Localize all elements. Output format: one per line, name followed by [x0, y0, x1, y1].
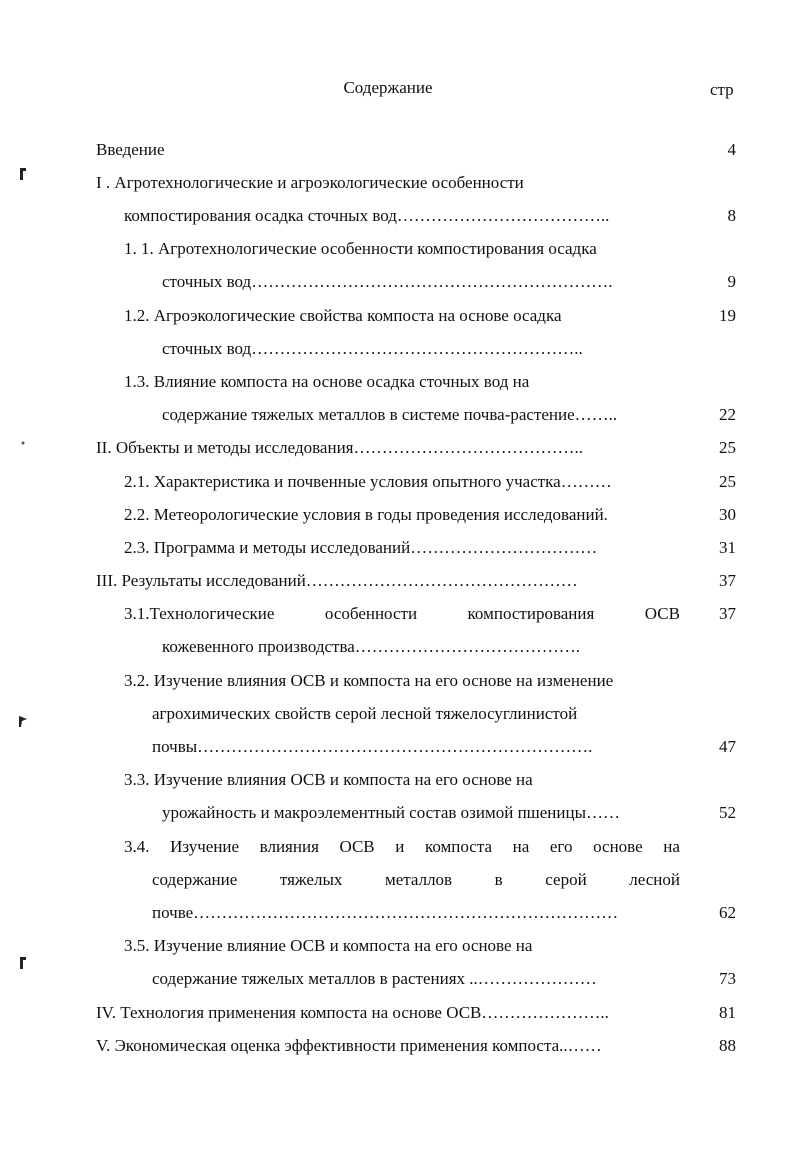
toc-word: и	[395, 837, 405, 856]
toc-word: компостирования	[467, 604, 595, 623]
toc-word: компоста	[424, 837, 493, 856]
toc-page-number: 88	[719, 1036, 736, 1055]
scan-mark	[17, 713, 29, 729]
toc-word: 3.4.	[124, 837, 150, 856]
toc-word: особенности	[324, 604, 418, 623]
toc-entry-chapter-5: V. Экономическая оценка эффективности применения компоста..……	[96, 1036, 602, 1055]
toc-entry-1-1: 1. 1. Агротехнологические особенности компостирования осадка	[124, 239, 597, 258]
toc-page-number: 37	[719, 604, 736, 623]
toc-entry-3-1-cont: кожевенного производства………………………………….	[162, 637, 581, 656]
toc-page-number: 22	[719, 405, 736, 424]
toc-entry-3-4	[124, 837, 680, 857]
toc-entry-1-1-cont: сточных вод……………………………………………………….	[162, 272, 613, 291]
toc-entry-3-2-cont: агрохимических свойств серой лесной тяжелосуглинистой	[152, 704, 578, 723]
toc-entry-3-2-cont2: почвы…………………………………………………………….	[152, 737, 593, 756]
scan-mark	[20, 440, 26, 446]
toc-page-number: 9	[727, 272, 736, 291]
toc-entry-chapter-2: II. Объекты и методы исследования…………………………………..	[96, 438, 583, 457]
toc-entry-1-3: 1.3. Влияние компоста на основе осадка сточных вод на	[124, 372, 530, 391]
toc-entry-3-3-cont: урожайность и макроэлементный состав озимой пшеницы……	[162, 803, 621, 822]
toc-word: содержание	[152, 870, 238, 889]
toc-word: металлов	[384, 870, 453, 889]
toc-entry-chapter-1: I . Агротехнологические и агроэкологические особенности	[96, 173, 524, 192]
toc-page-number: 47	[719, 737, 736, 756]
toc-entry-3-5: 3.5. Изучение влияние ОСВ и компоста на его основе на	[124, 936, 533, 955]
toc-entry-2-2: 2.2. Метеорологические условия в годы проведения исследований.	[124, 505, 608, 524]
toc-entry-3-4-cont	[152, 870, 680, 890]
toc-entry-1-2-cont: сточных вод…………………………………………………..	[162, 339, 583, 358]
toc-page-number: 25	[719, 438, 736, 457]
toc-page-number: 52	[719, 803, 736, 822]
toc-page-number: 37	[719, 571, 736, 590]
toc-word: ОСВ	[339, 837, 375, 856]
toc-entry-3-2: 3.2. Изучение влияния ОСВ и компоста на его основе на изменение	[124, 671, 614, 690]
toc-page-number: 81	[719, 1003, 736, 1022]
toc-word: на	[512, 837, 530, 856]
toc-word: влияния	[259, 837, 319, 856]
toc-entry-chapter-1-cont: компостирования осадка сточных вод………………………………..	[124, 206, 610, 225]
toc-entry-chapter-4: IV. Технология применения компоста на основе ОСВ…………………..	[96, 1003, 609, 1022]
toc-entry-3-3: 3.3. Изучение влияния ОСВ и компоста на его основе на	[124, 770, 533, 789]
scan-mark	[17, 166, 27, 182]
toc-title: Содержание	[343, 78, 433, 97]
toc-page-number: 31	[719, 538, 736, 557]
toc-page-number: 19	[719, 306, 736, 325]
scan-mark	[17, 955, 27, 971]
toc-word: Изучение	[170, 837, 240, 856]
toc-page-number: 30	[719, 505, 736, 524]
page-column-label: стр	[710, 80, 734, 99]
toc-page-number: 62	[719, 903, 736, 922]
toc-entry-intro: Введение	[96, 140, 165, 159]
toc-word: 3.1.Технологические	[124, 604, 275, 623]
toc-entry-3-4-cont2: почве…………………………………………………………………	[152, 903, 619, 922]
toc-entry-3-1	[124, 604, 680, 624]
toc-page-number: 8	[727, 206, 736, 225]
toc-entry-1-3-cont: содержание тяжелых металлов в системе почва-растение……..	[162, 405, 618, 424]
toc-page-number: 73	[719, 969, 736, 988]
toc-entry-1-2: 1.2. Агроэкологические свойства компоста на основе осадка	[124, 306, 562, 325]
toc-entry-2-1: 2.1. Характеристика и почвенные условия опытного участка………	[124, 472, 612, 491]
toc-word: лесной	[629, 870, 680, 889]
toc-word: ОСВ	[644, 604, 680, 623]
toc-word: его	[549, 837, 573, 856]
toc-page-number: 4	[727, 140, 736, 159]
toc-page-number: 25	[719, 472, 736, 491]
toc-word: в	[494, 870, 503, 889]
toc-entry-chapter-3: III. Результаты исследований…………………………………………	[96, 571, 578, 590]
toc-word: основе	[593, 837, 643, 856]
toc-word: тяжелых	[279, 870, 343, 889]
toc-word: на	[663, 837, 680, 856]
toc-entry-2-3: 2.3. Программа и методы исследований……………………………	[124, 538, 598, 557]
toc-word: серой	[545, 870, 587, 889]
toc-entry-3-5-cont: содержание тяжелых металлов в растениях ..…………………	[152, 969, 597, 988]
